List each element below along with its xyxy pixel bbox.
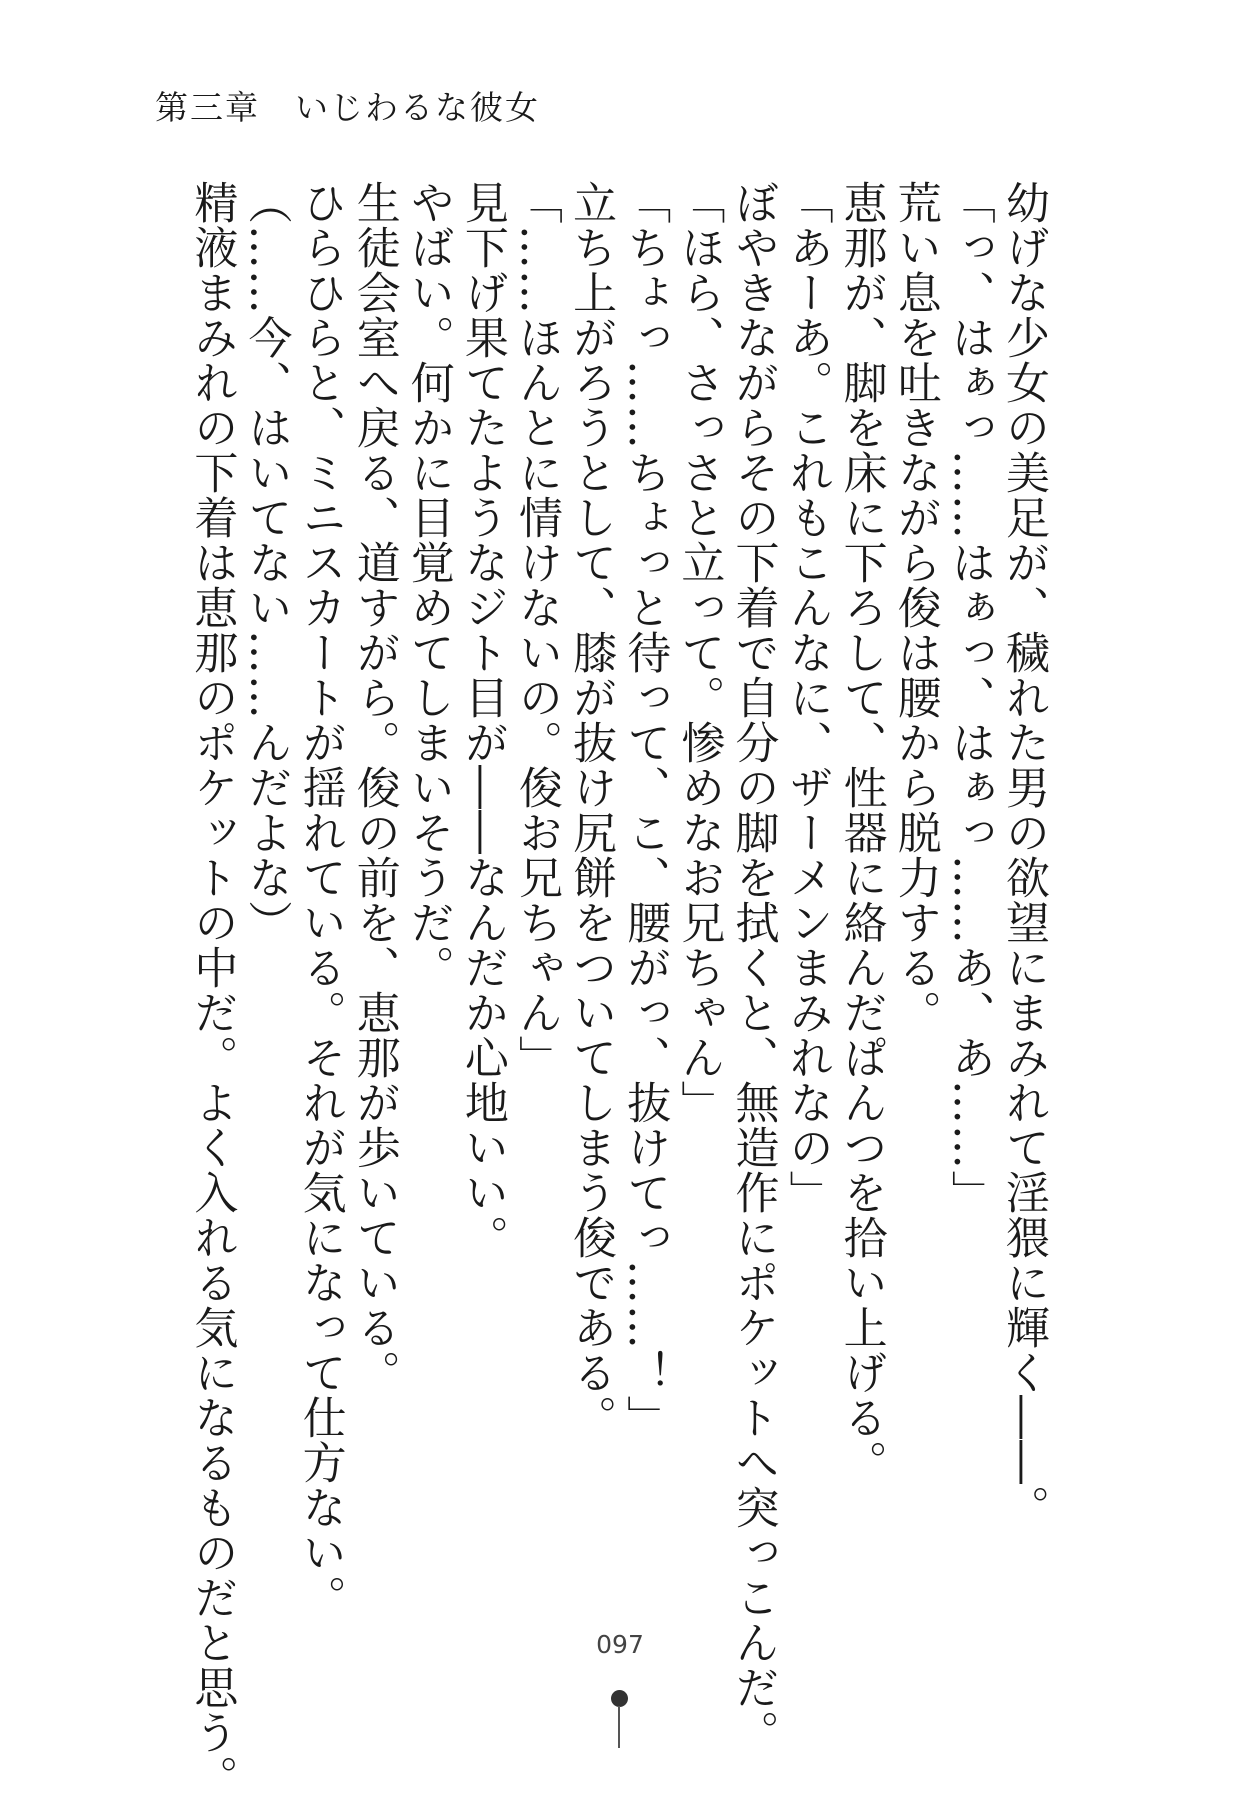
text-line: ぼやきながらその下着で自分の脚を拭くと、無造作にポケットへ突っこんだ。 — [727, 180, 779, 1755]
text-line: 「あーあ。これもこんなに、ザーメンまみれなの」 — [781, 180, 833, 1215]
text-line: 「ちょっ……ちょっと待って、こ、腰がっ、抜けてっ……！」 — [619, 180, 671, 1440]
text-line: 幼げな少女の美足が、穢れた男の欲望にまみれて淫猥に輝く――。 — [998, 180, 1049, 1530]
text-line: 「っ、はぁっ……はぁっ、はぁっ……あ、あ……」 — [943, 180, 995, 1215]
page-marker-line — [618, 1706, 620, 1748]
text-line: 恵那が、脚を床に下ろして、性器に絡んだぱんつを拾い上げる。 — [835, 180, 887, 1485]
text-line: 立ち上がろうとして、膝が抜け尻餅をついてしまう俊である。 — [565, 180, 617, 1440]
text-line: （……今、はいてない……んだよな） — [240, 180, 292, 945]
text-line: 生徒会室へ戻る、道すがら。俊の前を、恵那が歩いている。 — [348, 180, 400, 1395]
page-marker-dot — [611, 1690, 628, 1707]
text-line: ひらひらと、ミニスカートが揺れている。それが気になって仕方ない。 — [294, 180, 346, 1620]
text-line: 見下げ果てたようなジト目が――なんだか心地いい。 — [456, 180, 508, 1260]
text-line: やばい。何かに目覚めてしまいそうだ。 — [402, 180, 454, 990]
text-line: 「……ほんとに情けないの。俊お兄ちゃん」 — [511, 180, 563, 1080]
chapter-title: 第三章 いじわるな彼女 — [155, 88, 540, 127]
text-line: 荒い息を吐きながら俊は腰から脱力する。 — [889, 180, 941, 1035]
text-line: 「ほら、さっさと立って。惨めなお兄ちゃん」 — [673, 180, 725, 1125]
page-number: 097 — [596, 1630, 644, 1659]
text-line: 精液まみれの下着は恵那のポケットの中だ。よく入れる気になるものだと思う。 — [186, 180, 238, 1800]
